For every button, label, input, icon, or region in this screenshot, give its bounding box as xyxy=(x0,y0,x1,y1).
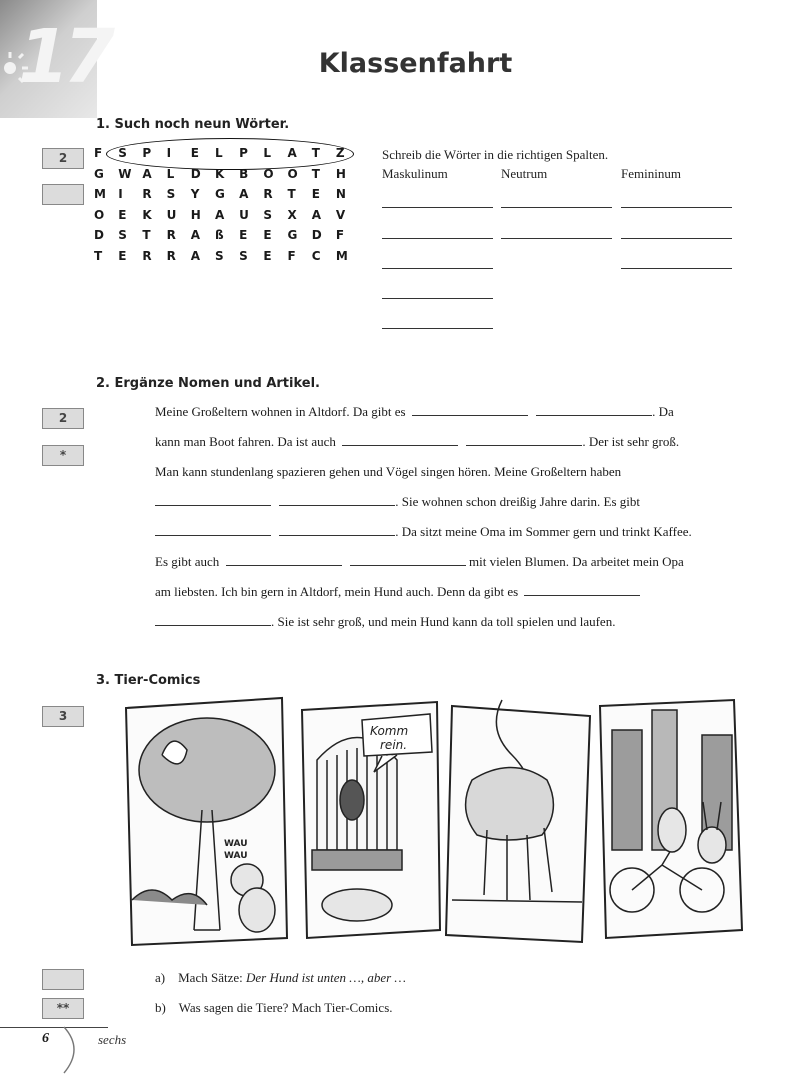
difficulty-marker-3b: ** xyxy=(42,998,84,1019)
answer-line[interactable] xyxy=(382,207,493,208)
section-1-heading: 1. Such noch neun Wörter. xyxy=(96,117,290,132)
score-box-3a[interactable] xyxy=(42,969,84,990)
task-a-example: Der Hund ist unten …, aber … xyxy=(245,970,406,985)
word-search-letter[interactable]: S xyxy=(263,207,272,222)
answer-line[interactable] xyxy=(382,298,493,299)
gap-text-segment: . Da xyxy=(652,404,674,419)
word-search-letter[interactable]: O xyxy=(263,166,274,181)
word-search-letter[interactable]: E xyxy=(263,228,272,242)
word-search-letter[interactable]: M xyxy=(94,187,106,201)
task-b-text: Was sagen die Tiere? Mach Tier-Comics. xyxy=(178,1000,393,1015)
word-search-letter[interactable]: S xyxy=(118,146,127,160)
gap-line-4 xyxy=(155,494,640,510)
answer-line[interactable] xyxy=(382,268,493,269)
task-a-label: a) xyxy=(155,970,166,985)
word-search-letter[interactable]: E xyxy=(263,248,272,263)
word-search-letter[interactable]: Y xyxy=(190,187,200,201)
word-search-letter[interactable]: P xyxy=(142,146,152,160)
answer-blank[interactable] xyxy=(412,404,528,416)
word-search-letter[interactable]: T xyxy=(311,146,320,160)
word-search-letter[interactable]: U xyxy=(239,207,249,222)
word-search-letter[interactable]: O xyxy=(287,166,298,181)
section-2-heading: 2. Ergänze Nomen und Artikel. xyxy=(96,376,320,391)
word-search-letter[interactable]: D xyxy=(311,228,322,242)
word-search-letter[interactable]: I xyxy=(118,187,123,201)
answer-line[interactable] xyxy=(501,207,612,208)
gap-text-segment: kann man Boot fahren. Da ist auch xyxy=(155,434,336,449)
gap-line-8 xyxy=(155,614,615,630)
word-search-circle xyxy=(106,138,354,170)
gap-line-2 xyxy=(155,434,679,450)
gap-line-6 xyxy=(155,554,684,570)
word-search-letter[interactable]: E xyxy=(118,248,127,263)
word-search-letter[interactable]: ß xyxy=(214,228,224,242)
word-search-letter[interactable]: A xyxy=(142,166,152,181)
wau-text: WAU xyxy=(224,839,248,849)
word-search-letter[interactable]: A xyxy=(190,248,201,263)
word-search-letter[interactable]: T xyxy=(142,228,151,242)
word-search-letter[interactable]: A xyxy=(287,146,297,160)
gap-text-segment: Man kann stundenlang spazieren gehen und Vögel singen hören. Meine Großeltern haben xyxy=(155,464,622,479)
score-box-1: 2 xyxy=(42,148,84,169)
page-title: Klassenfahrt xyxy=(318,48,513,79)
answer-blank[interactable] xyxy=(226,554,342,566)
chapter-number: 17 xyxy=(18,14,109,100)
word-search-letter[interactable]: T xyxy=(94,248,103,263)
gap-text-segment: Es gibt auch xyxy=(155,554,220,569)
word-search-letter[interactable]: X xyxy=(287,207,297,222)
word-search-letter[interactable]: G xyxy=(94,166,104,181)
word-search-letter[interactable]: N xyxy=(335,187,346,201)
speech-bubble-line-2: rein. xyxy=(380,738,408,752)
word-search-letter[interactable]: D xyxy=(190,166,201,181)
word-search-letter[interactable]: R xyxy=(166,248,176,263)
score-box-1-empty[interactable] xyxy=(42,184,84,205)
gap-text-segment: . Da sitzt meine Oma im Sommer gern und trinkt Kaffee. xyxy=(395,524,692,539)
word-search-letter[interactable]: H xyxy=(190,207,201,222)
answer-blank[interactable] xyxy=(536,404,652,416)
gap-line-3 xyxy=(155,464,621,480)
word-search-letter[interactable]: I xyxy=(166,146,172,160)
score-box-2: 2 xyxy=(42,408,84,429)
task-b-label: b) xyxy=(155,1000,166,1015)
word-search-letter[interactable]: K xyxy=(214,166,225,181)
wau-text-2: WAU xyxy=(224,851,248,861)
answer-line[interactable] xyxy=(621,207,732,208)
answer-blank[interactable] xyxy=(155,494,271,506)
word-search-letter[interactable]: U xyxy=(166,207,177,222)
word-search-letter[interactable]: R xyxy=(263,187,273,201)
answer-blank[interactable] xyxy=(524,584,640,596)
word-search-letter[interactable]: B xyxy=(239,166,249,181)
answer-line[interactable] xyxy=(621,238,732,239)
word-search-letter[interactable]: T xyxy=(311,166,320,181)
word-search-letter[interactable]: K xyxy=(142,207,152,222)
word-search-letter[interactable]: A xyxy=(214,207,225,222)
word-search-letter[interactable]: L xyxy=(263,146,271,160)
speech-bubble-line-1: Komm xyxy=(370,724,409,738)
answer-line[interactable] xyxy=(382,238,493,239)
answer-line[interactable] xyxy=(382,328,493,329)
column-femininum: Femininum xyxy=(621,166,681,181)
answer-blank[interactable] xyxy=(279,524,395,536)
word-search-letter[interactable]: G xyxy=(214,187,225,201)
word-search-letter[interactable]: H xyxy=(335,166,346,181)
gap-text-segment: Meine Großeltern wohnen in Altdorf. Da gibt es xyxy=(155,404,406,419)
word-search-letter[interactable]: S xyxy=(166,187,176,201)
gap-text-segment: mit vielen Blumen. Da arbeitet mein Opa xyxy=(469,554,684,569)
footer-divider xyxy=(0,1027,108,1028)
word-search-row xyxy=(94,208,360,229)
difficulty-marker-2: * xyxy=(42,445,84,466)
word-search-letter[interactable]: F xyxy=(287,248,296,263)
gap-text-segment: . Sie ist sehr groß, und mein Hund kann da toll spielen und laufen. xyxy=(271,614,616,629)
word-search-letter[interactable]: O xyxy=(94,207,105,222)
word-search-letter[interactable]: G xyxy=(287,228,298,242)
page-number: 6 xyxy=(42,1031,49,1046)
word-search-letter[interactable]: F xyxy=(335,228,345,242)
gap-text-segment: . Der ist sehr groß. xyxy=(582,434,680,449)
sort-instruction: Schreib die Wörter in die richtigen Spalten. xyxy=(382,147,609,162)
word-search-letter[interactable]: M xyxy=(335,248,348,263)
gap-line-7 xyxy=(155,584,640,600)
word-search-letter[interactable]: E xyxy=(118,207,127,222)
word-search-letter[interactable]: L xyxy=(166,166,175,181)
word-search-letter[interactable]: D xyxy=(94,228,104,242)
answer-line[interactable] xyxy=(621,268,732,269)
word-search-letter[interactable]: Z xyxy=(335,146,345,160)
word-search-letter[interactable]: E xyxy=(239,228,248,242)
task-a-text: Mach Sätze: xyxy=(178,970,246,985)
answer-blank[interactable] xyxy=(342,434,458,446)
word-search-letter[interactable]: T xyxy=(287,187,296,201)
word-search-row xyxy=(94,228,360,249)
word-search-letter[interactable]: S xyxy=(239,248,248,263)
word-search-letter[interactable]: E xyxy=(190,146,199,160)
word-search-letter[interactable]: L xyxy=(214,146,223,160)
column-neutrum: Neutrum xyxy=(501,166,548,181)
word-search-letter[interactable]: R xyxy=(166,228,176,242)
answer-blank[interactable] xyxy=(279,494,395,506)
task-b xyxy=(155,1000,393,1016)
gap-text-segment: . Sie wohnen schon dreißig Jahre darin. Es gibt xyxy=(395,494,641,509)
word-search-letter[interactable]: F xyxy=(94,146,103,160)
word-search-letter[interactable]: S xyxy=(118,228,127,242)
word-search-row xyxy=(94,187,360,208)
word-search-letter[interactable]: R xyxy=(142,187,152,201)
score-box-3: 3 xyxy=(42,706,84,727)
word-search-letter[interactable]: E xyxy=(311,187,320,201)
answer-blank[interactable] xyxy=(155,524,271,536)
gap-line-5 xyxy=(155,524,692,540)
word-search-letter[interactable]: V xyxy=(335,207,346,222)
word-search-letter[interactable]: C xyxy=(311,248,321,263)
answer-line[interactable] xyxy=(501,238,612,239)
answer-blank[interactable] xyxy=(155,614,271,626)
page-curve-icon xyxy=(56,1025,86,1075)
task-a xyxy=(155,970,406,986)
word-search-letter[interactable]: R xyxy=(142,248,152,263)
word-search-letter[interactable]: A xyxy=(311,207,321,222)
page-word: sechs xyxy=(98,1032,127,1047)
word-search-letter[interactable]: A xyxy=(190,228,201,242)
column-maskulinum: Maskulinum xyxy=(382,166,448,181)
answer-blank[interactable] xyxy=(466,434,582,446)
gap-text-segment: am liebsten. Ich bin gern in Altdorf, mein Hund auch. Denn da gibt es xyxy=(155,584,519,599)
answer-blank[interactable] xyxy=(350,554,466,566)
word-search-letter[interactable]: P xyxy=(239,146,248,160)
comic-illustration xyxy=(112,680,762,955)
word-search-letter[interactable]: W xyxy=(118,166,132,181)
gap-line-1 xyxy=(155,404,674,420)
section-3-heading: 3. Tier-Comics xyxy=(96,673,201,688)
word-search-row xyxy=(94,249,360,270)
word-search-letter[interactable]: S xyxy=(214,248,224,263)
word-search-letter[interactable]: A xyxy=(239,187,249,201)
